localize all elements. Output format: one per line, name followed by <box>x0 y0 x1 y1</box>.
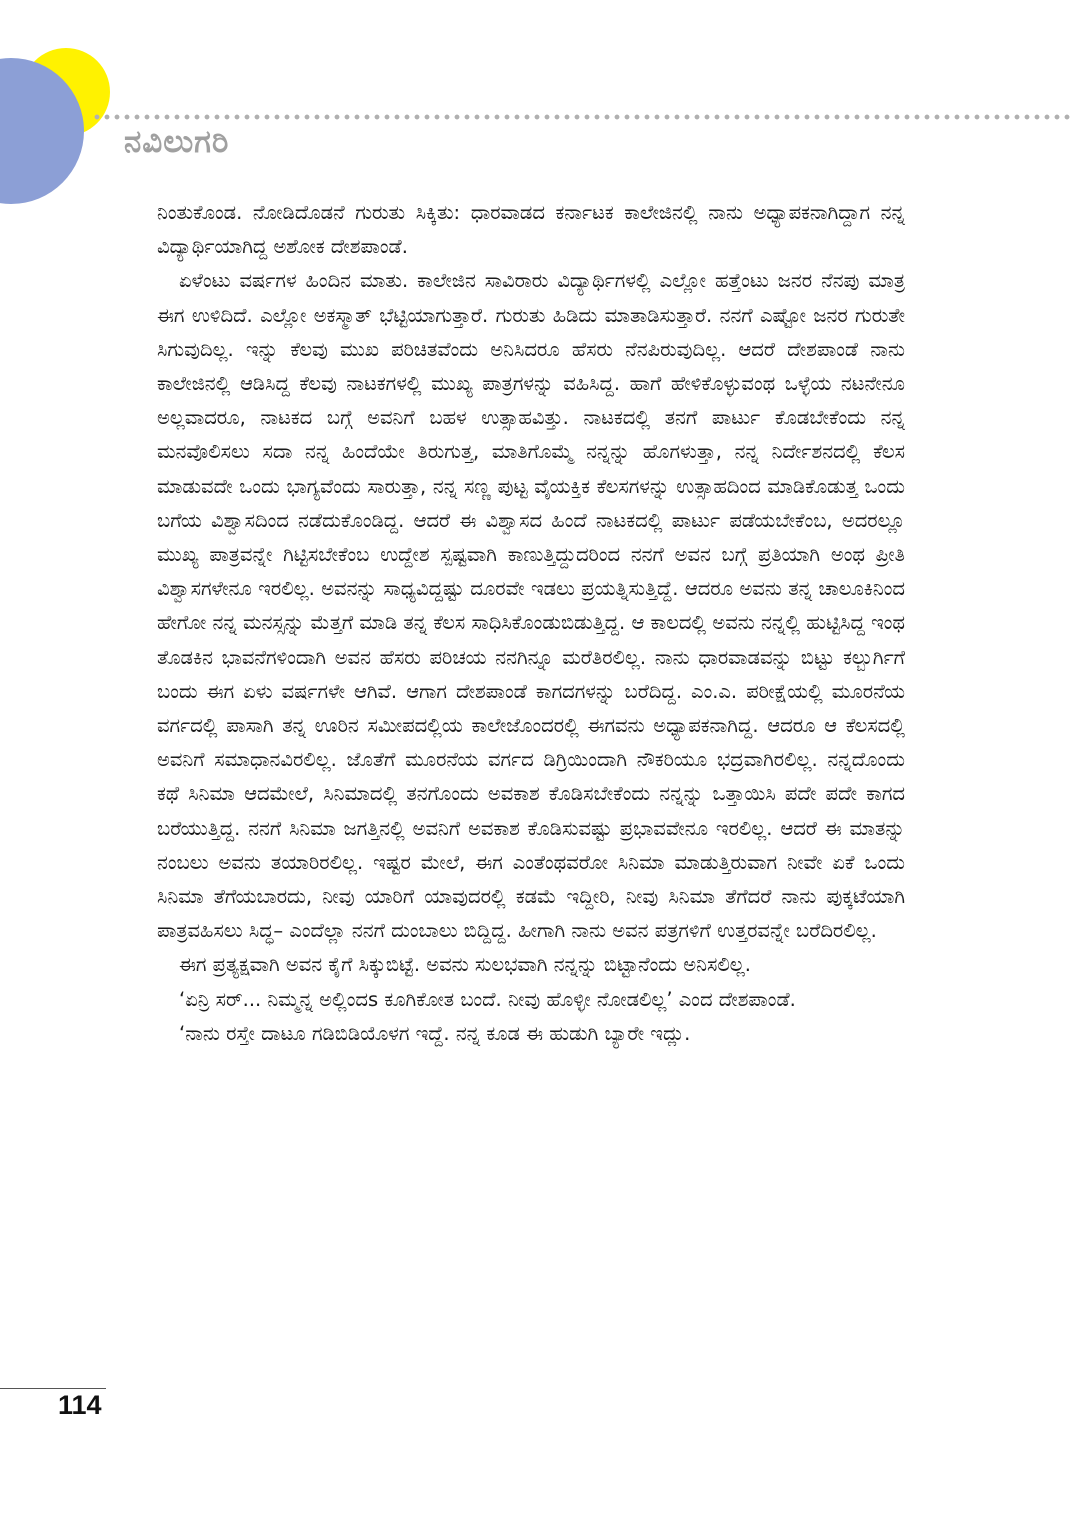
paragraph: ‘ಏನ್ರಿ ಸರ್... ನಿಮ್ಮನ್ನ ಅಲ್ಲಿಂದs ಕೂಗಿಕೋತ ಬಂದೆ. ನೀವು ಹೊಳ್ಳೀ ನೋಡಲಿಲ್ಲ’ ಎಂದ ದೇಶಪಾಂಡೆ. <box>179 987 796 1011</box>
book-title: ನವಿಲುಗರಿ <box>124 124 230 160</box>
page-number: 114 <box>58 1390 102 1420</box>
paragraph: ಏಳೆಂಟು ವರ್ಷಗಳ ಹಿಂದಿನ ಮಾತು. ಕಾಲೇಜಿನ ಸಾವಿರಾರು ವಿದ್ಯಾರ್ಥಿಗಳಲ್ಲಿ ಎಲ್ಲೋ ಹತ್ತೆಂಟು ಜನರ ನೆನಪು ಮಾತ್ರ ಈಗ ಉಳಿದಿದೆ. ಎಲ್ಲೋ ಅಕಸ್ಮಾತ್ ಭೆಟ್ಟಿಯಾಗುತ್ತಾರೆ. ಗುರುತು ಹಿಡಿದು ಮಾತಾಡಿಸುತ್ತಾರೆ. ನನಗೆ ಎಷ್ಟೋ ಜನರ ಗುರುತೇ ಸಿಗುವುದಿಲ್ಲ. ಇನ್ನು ಕೆಲವು ಮುಖ ಪರಿಚಿತವೆಂದು ಅನಿಸಿದರೂ ಹೆಸರು ನೆನಪಿರುವುದಿಲ್ಲ. ಆದರೆ ದೇಶಪಾಂಡೆ ನಾನು ಕಾಲೇಜಿನಲ್ಲಿ ಆಡಿಸಿದ್ದ ಕೆಲವು ನಾಟಕಗಳಲ್ಲಿ ಮುಖ್ಯ ಪಾತ್ರಗಳನ್ನು ವಹಿಸಿದ್ದ. ಹಾಗೆ ಹೇಳಿಕೊಳ್ಳುವಂಥ ಒಳ್ಳೆಯ ನಟನೇನೂ ಅಲ್ಲವಾದರೂ, ನಾಟಕದ ಬಗ್ಗೆ ಅವನಿಗೆ ಬಹಳ ಉತ್ಸಾಹವಿತ್ತು. ನಾಟಕದಲ್ಲಿ ತನಗೆ ಪಾರ್ಟು ಕೊಡಬೇಕೆಂದು ನನ್ನ ಮನವೊಲಿಸಲು ಸದಾ ನನ್ನ ಹಿಂದೆಯೇ ತಿರುಗುತ್ತ, ಮಾತಿಗೊಮ್ಮೆ ನನ್ನನ್ನು ಹೊಗಳುತ್ತಾ, ನನ್ನ ನಿರ್ದೇಶನದಲ್ಲಿ ಕೆಲಸ ಮಾಡುವದೇ ಒಂದು ಭಾಗ್ಯವೆಂದು ಸಾರುತ್ತಾ, ನನ್ನ ಸಣ್ಣ ಪುಟ್ಟ ವೈಯಕ್ತಿಕ ಕೆಲಸಗಳನ್ನು ಉತ್ಸಾಹದಿಂದ ಮಾಡಿಕೊಡುತ್ತ ಒಂದು ಬಗೆಯ ವಿಶ್ವಾಸದಿಂದ ನಡೆದುಕೊಂಡಿದ್ದ. ಆದರೆ ಈ ವಿಶ್ವಾಸದ ಹಿಂದೆ ನಾಟಕದಲ್ಲಿ ಪಾರ್ಟು ಪಡೆಯಬೇಕೆಂಬ, ಅದರಲ್ಲೂ ಮುಖ್ಯ ಪಾತ್ರವನ್ನೇ ಗಿಟ್ಟಿಸಬೇಕೆಂಬ ಉದ್ದೇಶ ಸ್ಪಷ್ಟವಾಗಿ ಕಾಣುತ್ತಿದ್ದುದರಿಂದ ನನಗೆ ಅವನ ಬಗ್ಗೆ ಪ್ರತಿಯಾಗಿ ಅಂಥ ಪ್ರೀತಿ ವಿಶ್ವಾಸಗಳೇನೂ ಇರಲಿಲ್ಲ. ಅವನನ್ನು ಸಾಧ್ಯವಿದ್ದಷ್ಟು ದೂರವೇ ಇಡಲು ಪ್ರಯತ್ನಿಸುತ್ತಿದ್ದೆ. ಆದರೂ ಅವನು ತನ್ನ ಚಾಲೂಕಿನಿಂದ ಹೇಗೋ ನನ್ನ ಮನಸ್ಸನ್ನು ಮೆತ್ತಗೆ ಮಾಡಿ ತನ್ನ ಕೆಲಸ ಸಾಧಿಸಿಕೊಂಡುಬಿಡುತ್ತಿದ್ದ. ಆ ಕಾಲದಲ್ಲಿ ಅವನು ನನ್ನಲ್ಲಿ ಹುಟ್ಟಿಸಿದ್ದ ಇಂಥ ತೊಡಕಿನ ಭಾವನೆಗಳಿಂದಾಗಿ ಅವನ ಹೆಸರು ಪರಿಚಯ ನನಗಿನ್ನೂ ಮರೆತಿರಲಿಲ್ಲ. ನಾನು ಧಾರವಾಡವನ್ನು ಬಿಟ್ಟು ಕಲ್ಬುರ್ಗಿಗೆ ಬಂದು ಈಗ ಏಳು ವರ್ಷಗಳೇ ಆಗಿವೆ. ಆಗಾಗ ದೇಶಪಾಂಡೆ ಕಾಗದಗಳನ್ನು ಬರೆದಿದ್ದ. ಎಂ.ಎ. ಪರೀಕ್ಷೆಯಲ್ಲಿ ಮೂರನೆಯ ವರ್ಗದಲ್ಲಿ ಪಾಸಾಗಿ ತನ್ನ ಊರಿನ ಸಮೀಪದಲ್ಲಿಯ ಕಾಲೇಜೊಂದರಲ್ಲಿ ಈಗವನು ಅಧ್ಯಾಪಕನಾಗಿದ್ದ. ಆದರೂ ಆ ಕೆಲಸದಲ್ಲಿ ಅವನಿಗೆ ಸಮಾಧಾನವಿರಲಿಲ್ಲ. ಜೊತೆಗೆ ಮೂರನೆಯ ವರ್ಗದ ಡಿಗ್ರಿಯಿಂದಾಗಿ ನೌಕರಿಯೂ ಭದ್ರವಾಗಿರಲಿಲ್ಲ. ನನ್ನದೊಂದು ಕಥೆ ಸಿನಿಮಾ ಆದಮೇಲೆ, ಸಿನಿಮಾದಲ್ಲಿ ತನಗೊಂದು ಅವಕಾಶ ಕೊಡಿಸಬೇಕೆಂದು ನನ್ನನ್ನು ಒತ್ತಾಯಿಸಿ ಪದೇ ಪದೇ ಕಾಗದ ಬರೆಯುತ್ತಿದ್ದ. ನನಗೆ ಸಿನಿಮಾ ಜಗತ್ತಿನಲ್ಲಿ ಅವನಿಗೆ ಅವಕಾಶ ಕೊಡಿಸುವಷ್ಟು ಪ್ರಭಾವವೇನೂ ಇರಲಿಲ್ಲ. ಆದರೆ ಈ ಮಾತನ್ನು ನಂಬಲು ಅವನು ತಯಾರಿರಲಿಲ್ಲ. ಇಷ್ಟರ ಮೇಲೆ, ಈಗ ಎಂತೆಂಥವರೋ ಸಿನಿಮಾ ಮಾಡುತ್ತಿರುವಾಗ ನೀವೇ ಏಕೆ ಒಂದು ಸಿನಿಮಾ ತೆಗೆಯಬಾರದು, ನೀವು ಯಾರಿಗೆ ಯಾವುದರಲ್ಲಿ ಕಡಮೆ ಇದ್ದೀರಿ, ನೀವು ಸಿನಿಮಾ ತೆಗೆದರೆ ನಾನು ಪುಕ್ಕಟೆಯಾಗಿ ಪಾತ್ರವಹಿಸಲು ಸಿದ್ಧ– ಎಂದೆಲ್ಲಾ ನನಗೆ ದುಂಬಾಲು ಬಿದ್ದಿದ್ದ. ಹೀಗಾಗಿ ನಾನು ಅವನ ಪತ್ರಗಳಿಗೆ ಉತ್ತರವನ್ನೇ ಬರೆದಿರಲಿಲ್ಲ. <box>157 269 905 943</box>
paragraph: ನಿಂತುಕೊಂಡ. ನೋಡಿದೊಡನೆ ಗುರುತು ಸಿಕ್ಕಿತು: ಧಾರವಾಡದ ಕರ್ನಾಟಕ ಕಾಲೇಜಿನಲ್ಲಿ ನಾನು ಅಧ್ಯಾಪಕನಾಗಿದ್ದಾಗ ನನ್ನ ವಿದ್ಯಾರ್ಥಿಯಾಗಿದ್ದ ಅಶೋಕ ದೇಶಪಾಂಡೆ. <box>157 201 905 259</box>
body-text <box>157 196 905 1051</box>
footer-rule <box>0 1388 106 1389</box>
paragraph: ಈಗ ಪ್ರತ್ಯಕ್ಷವಾಗಿ ಅವನ ಕೈಗೆ ಸಿಕ್ಕುಬಿಟ್ಟೆ. ಅವನು ಸುಲಭವಾಗಿ ನನ್ನನ್ನು ಬಿಟ್ಟಾನೆಂದು ಅನಿಸಲಿಲ್ಲ. <box>179 953 751 977</box>
header-dotted-rule <box>92 114 1072 120</box>
paragraph: ‘ನಾನು ರಸ್ತೇ ದಾಟೂ ಗಡಿಬಿಡಿಯೊಳಗ ಇದ್ದೆ. ನನ್ನ ಕೂಡ ಈ ಹುಡುಗಿ ಬ್ಯಾರೇ ಇದ್ಲು. <box>179 1021 691 1045</box>
